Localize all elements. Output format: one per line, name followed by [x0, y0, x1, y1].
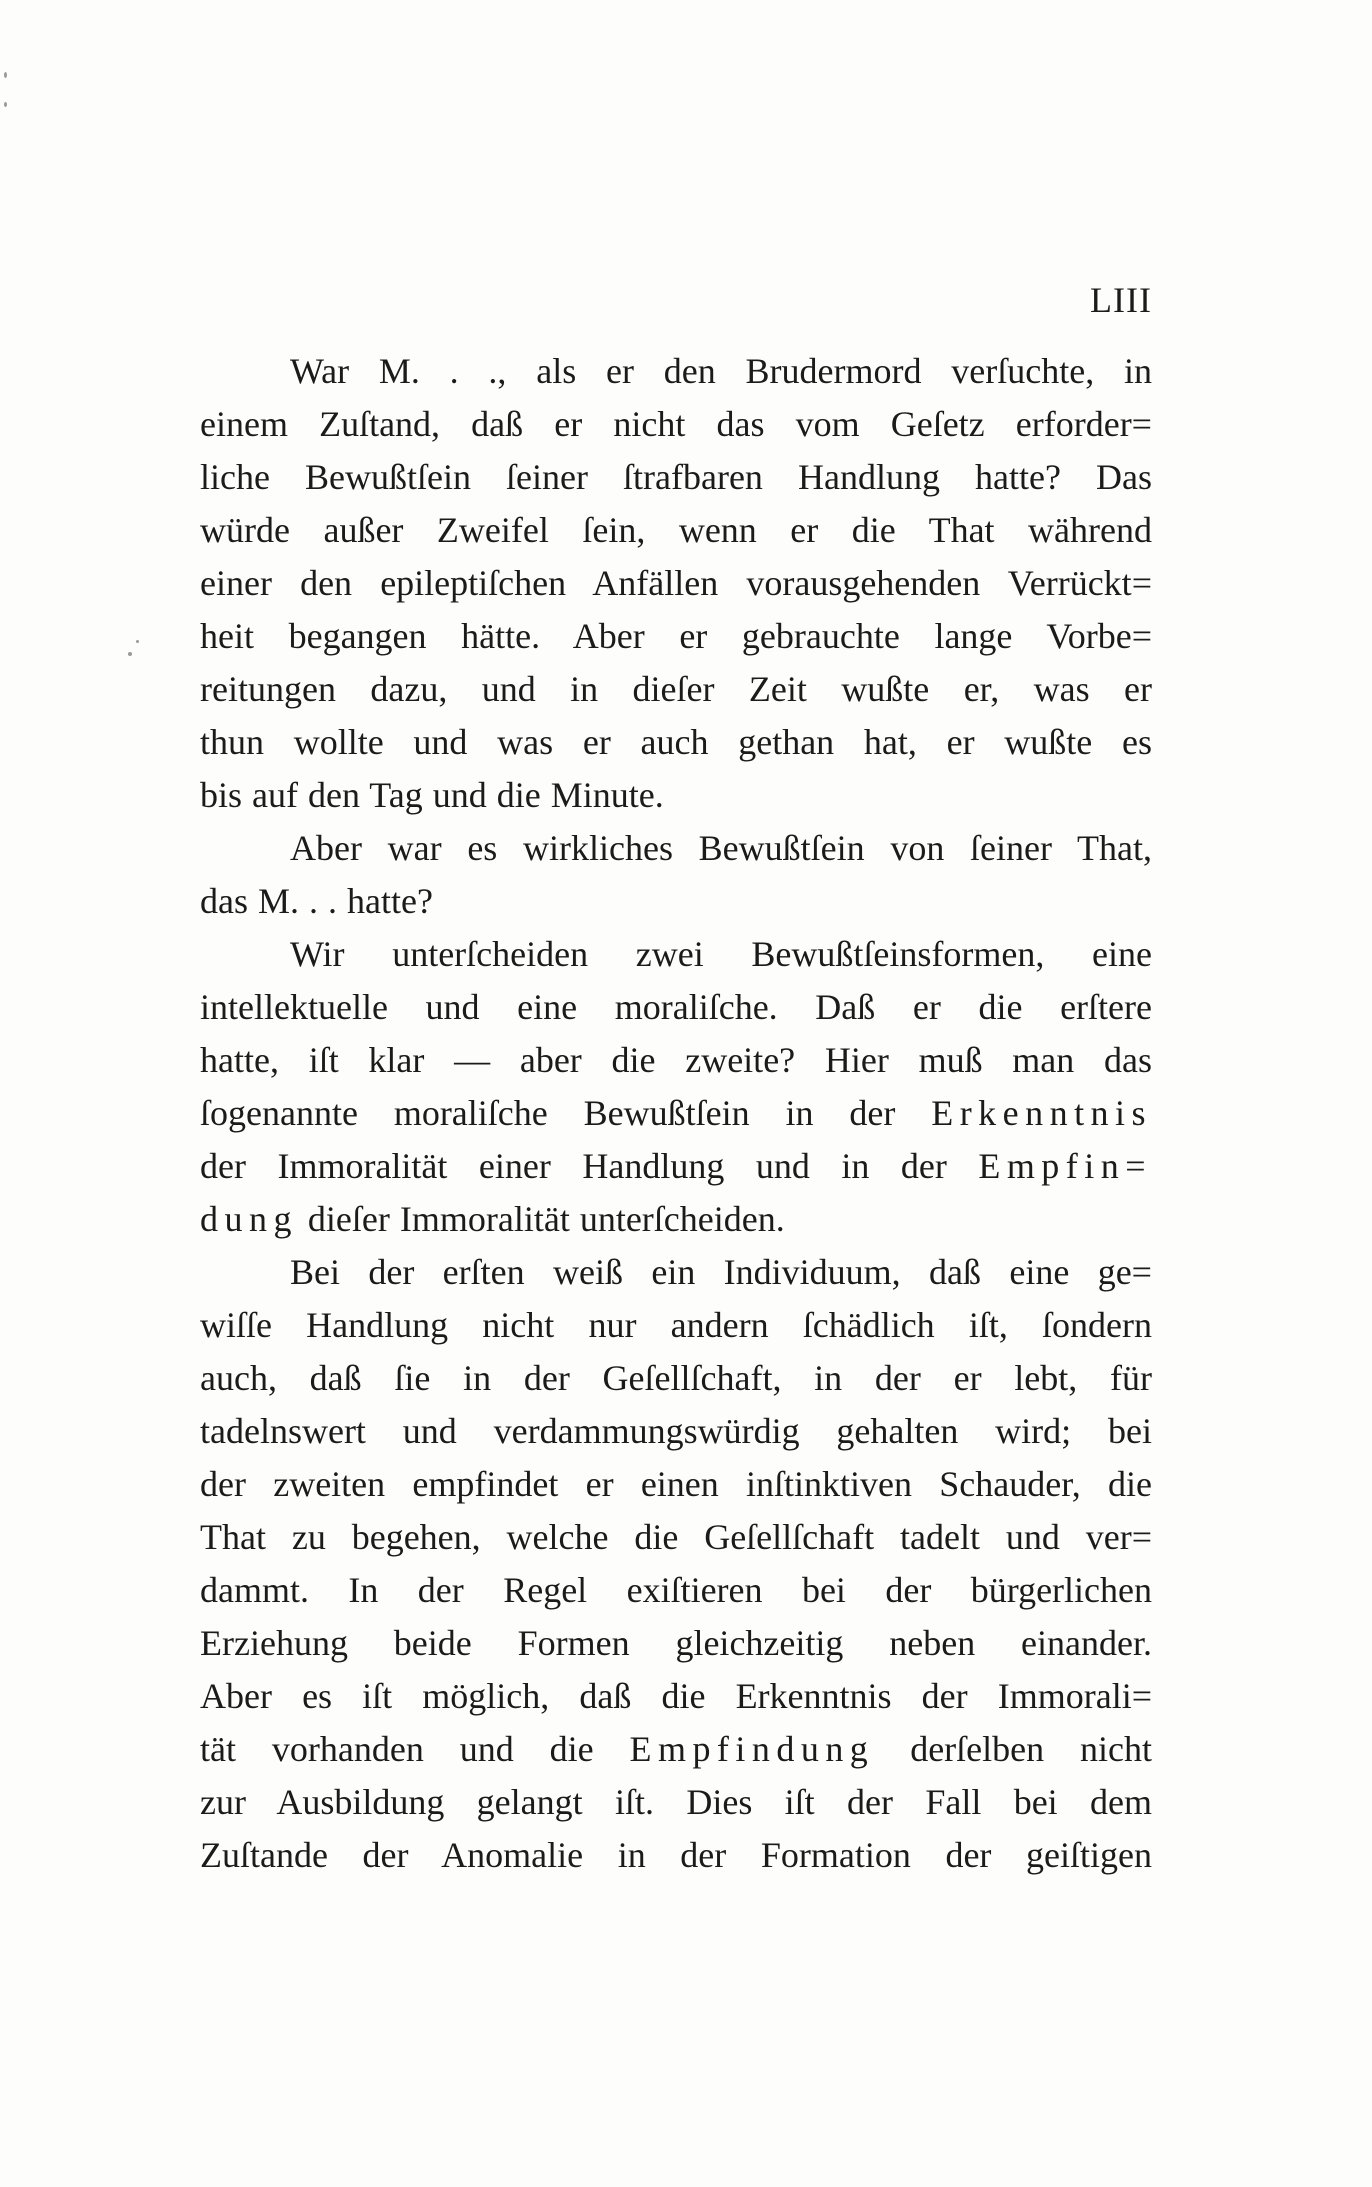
- text-segment: der Immoralität einer Handlung und in der: [200, 1146, 947, 1186]
- text-line: hatte, iſt klar — aber die zweite? Hier muß man das: [200, 1040, 1152, 1080]
- emphasized-word: dung: [200, 1199, 298, 1239]
- paragraph-first-line: Aber war es wirkliches Bewußtſein von ſeiner That,: [290, 828, 1152, 868]
- emphasized-word: Empfindung: [629, 1729, 875, 1769]
- text-segment: derſelben nicht: [910, 1729, 1153, 1769]
- text-segment: dieſer Immoralität unterſcheiden.: [307, 1199, 785, 1239]
- text-line: Zuſtande der Anomalie in der Formation der geiſtigen: [200, 1835, 1152, 1875]
- text-line: dammt. In der Regel exiſtieren bei der bürgerlichen: [200, 1570, 1152, 1610]
- text-line: einem Zuſtand, daß er nicht das vom Geſetz erforder=: [200, 404, 1152, 444]
- emphasized-word: Erkenntnis: [931, 1093, 1153, 1133]
- text-segment: ſogenannte moraliſche Bewußtſein in der: [200, 1093, 896, 1133]
- text-line: auch, daß ſie in der Geſellſchaft, in der er lebt, für: [200, 1358, 1152, 1398]
- scan-speck: [128, 652, 132, 656]
- text-line: thun wollte und was er auch gethan hat, er wußte es: [200, 722, 1152, 762]
- emphasized-word: Empfin=: [978, 1146, 1153, 1186]
- scan-speck: [136, 640, 139, 643]
- page-number: LIII: [1090, 280, 1152, 320]
- text-line: wiſſe Handlung nicht nur andern ſchädlich iſt, ſondern: [200, 1305, 1152, 1345]
- text-line: heit begangen hätte. Aber er gebrauchte lange Vorbe=: [200, 616, 1152, 656]
- paragraph-first-line: Wir unterſcheiden zwei Bewußtſeinsformen, eine: [290, 934, 1152, 974]
- text-line: [200, 1723, 1152, 1776]
- text-line: zur Ausbildung gelangt iſt. Dies iſt der Fall bei dem: [200, 1782, 1152, 1822]
- text-line: [200, 1140, 1152, 1193]
- paragraph-last-line: bis auf den Tag und die Minute.: [200, 775, 664, 815]
- paragraph-first-line: War M. . ., als er den Brudermord verſuchte, in: [290, 351, 1152, 391]
- text-line: [200, 1087, 1152, 1140]
- paragraph-last-line: das M. . . hatte?: [200, 881, 433, 921]
- text-line: That zu begehen, welche die Geſellſchaft tadelt und ver=: [200, 1517, 1152, 1557]
- text-line: einer den epileptiſchen Anfällen vorausgehenden Verrückt=: [200, 563, 1152, 603]
- scan-speck: [4, 102, 7, 107]
- text-segment: tät vorhanden und die: [200, 1729, 594, 1769]
- text-line: der zweiten empfindet er einen inſtinktiven Schauder, die: [200, 1464, 1152, 1504]
- text-line: würde außer Zweifel ſein, wenn er die That während: [200, 510, 1152, 550]
- paragraph-last-line: [200, 1193, 1152, 1246]
- text-line: intellektuelle und eine moraliſche. Daß er die erſtere: [200, 987, 1152, 1027]
- body-text: [200, 345, 1152, 1882]
- text-line: tadelnswert und verdammungswürdig gehalten wird; bei: [200, 1411, 1152, 1451]
- text-line: Aber es iſt möglich, daß die Erkenntnis der Immorali=: [200, 1676, 1152, 1716]
- paragraph-first-line: Bei der erſten weiß ein Individuum, daß eine ge=: [290, 1252, 1152, 1292]
- text-line: Erziehung beide Formen gleichzeitig neben einander.: [200, 1623, 1152, 1663]
- text-line: reitungen dazu, und in dieſer Zeit wußte er, was er: [200, 669, 1152, 709]
- text-line: liche Bewußtſein ſeiner ſtrafbaren Handlung hatte? Das: [200, 457, 1152, 497]
- scan-speck: [4, 72, 7, 78]
